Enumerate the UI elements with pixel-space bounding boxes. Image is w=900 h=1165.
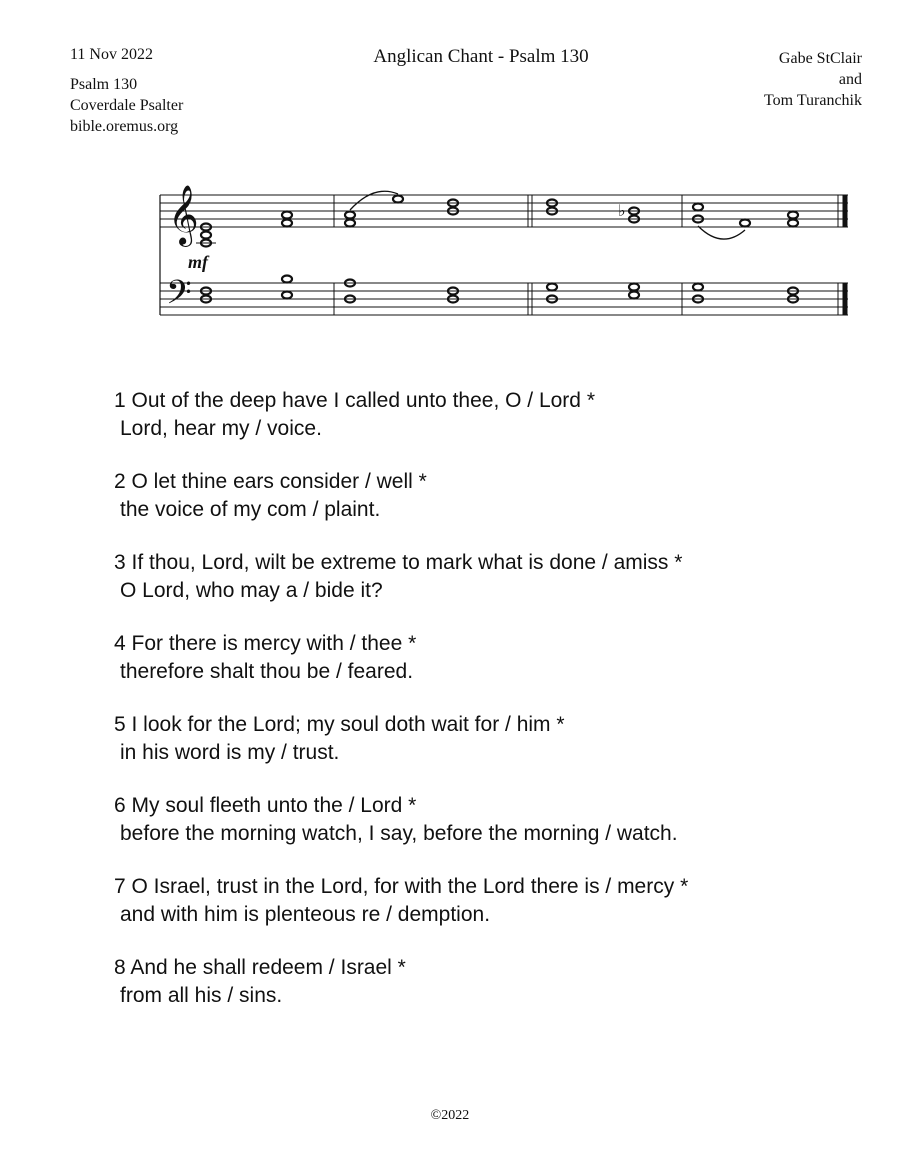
bass-staff <box>160 283 848 315</box>
source-line-psalm: Psalm 130 <box>70 76 138 93</box>
verse-4 <box>114 630 874 686</box>
slur-icon <box>350 191 398 210</box>
source-info <box>70 74 183 137</box>
verse-line-1: 2 O let thine ears consider / well * <box>114 470 427 493</box>
source-line-psalter: Coverdale Psalter <box>70 97 184 114</box>
verse-2 <box>114 468 874 524</box>
verse-line-2: Lord, hear my / voice. <box>120 417 322 440</box>
verse-line-2: the voice of my com / plaint. <box>120 498 381 521</box>
date-label: 11 Nov 2022 <box>70 46 153 63</box>
verse-8 <box>114 954 874 1010</box>
verse-line-2: in his word is my / trust. <box>120 741 340 764</box>
verse-7 <box>114 873 874 929</box>
verse-line-2: from all his / sins. <box>120 984 283 1007</box>
composer-line-3: Tom Turanchik <box>764 92 862 109</box>
composer-line-2: and <box>838 71 862 88</box>
bass-notes <box>201 276 798 303</box>
verse-line-1: 4 For there is mercy with / thee * <box>114 632 417 655</box>
composer-credits <box>764 48 862 111</box>
page-title: Anglican Chant - Psalm 130 <box>373 46 589 67</box>
verse-line-1: 8 And he shall redeem / Israel * <box>114 956 406 979</box>
verse-5 <box>114 711 874 767</box>
verse-line-1: 7 O Israel, trust in the Lord, for with the Lord there is / mercy * <box>114 875 689 898</box>
verse-line-2: O Lord, who may a / bide it? <box>120 579 383 602</box>
verse-line-1: 5 I look for the Lord; my soul doth wait for / him * <box>114 713 565 736</box>
verse-line-1: 1 Out of the deep have I called unto thee, O / Lord * <box>114 389 595 412</box>
verse-3 <box>114 549 874 605</box>
treble-clef-icon: 𝄞 <box>168 185 199 245</box>
verse-6 <box>114 792 874 848</box>
composer-line-1: Gabe StClair <box>778 50 862 67</box>
verse-line-1: 3 If thou, Lord, wilt be extreme to mark what is done / amiss * <box>114 551 683 574</box>
flat-icon: ♭ <box>618 201 626 220</box>
bass-clef-icon: 𝄢 <box>166 274 192 320</box>
barlines <box>334 195 838 315</box>
dynamic-marking: mf <box>188 252 208 272</box>
verse-line-2: before the morning watch, I say, before the morning / watch. <box>120 822 678 845</box>
verse-line-2: and with him is plenteous re / demption. <box>120 903 491 926</box>
psalm-verses <box>114 387 874 1035</box>
music-score <box>150 170 870 340</box>
verse-1 <box>114 387 874 443</box>
verse-line-2: therefore shalt thou be / feared. <box>120 660 414 683</box>
treble-staff <box>160 195 848 227</box>
source-line-website: bible.oremus.org <box>70 118 179 135</box>
slur-icon <box>698 226 745 239</box>
verse-line-1: 6 My soul fleeth unto the / Lord * <box>114 794 417 817</box>
copyright-notice: ©2022 <box>430 1108 470 1123</box>
